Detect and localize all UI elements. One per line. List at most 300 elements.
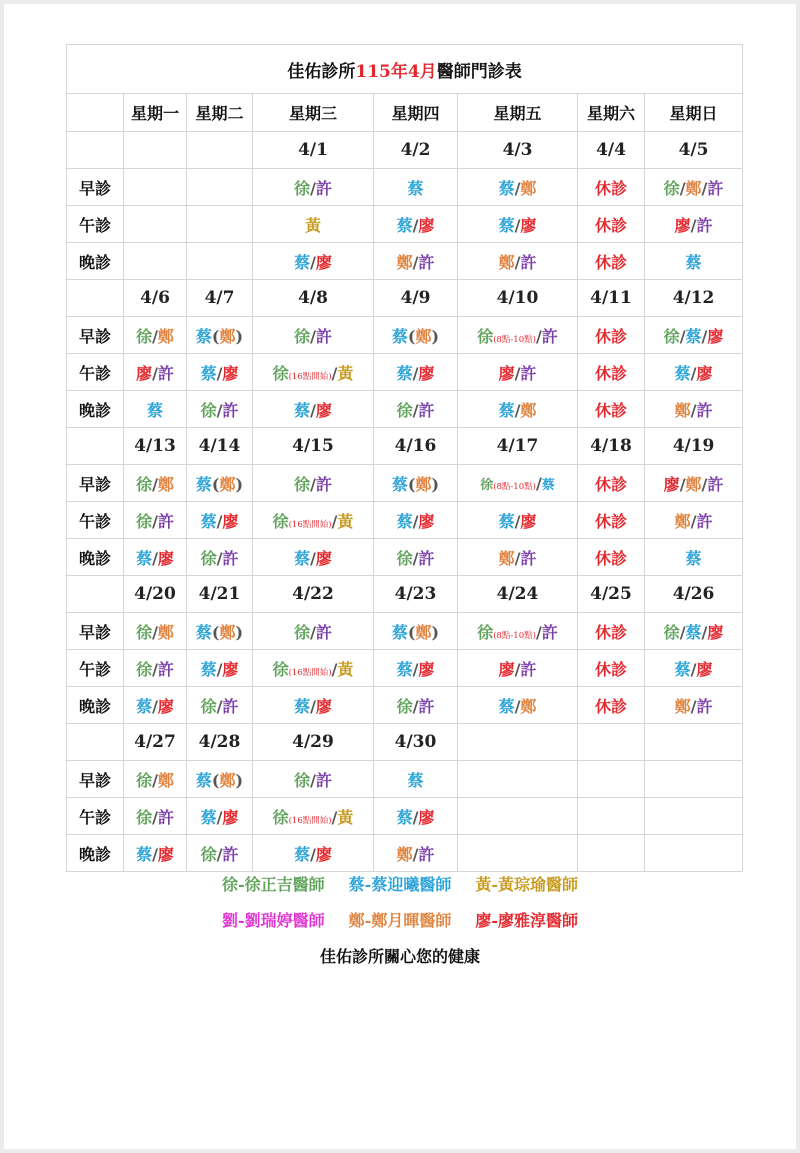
doctor-code: 蔡: [195, 474, 212, 494]
doctor-code: 鄭: [415, 622, 432, 642]
separator: /: [412, 807, 419, 827]
doctor-code: 徐: [663, 326, 680, 346]
separator: /: [690, 511, 697, 531]
date-cell: 4/3: [458, 132, 578, 169]
schedule-cell: [578, 317, 645, 354]
doctor-code: 蔡: [674, 363, 691, 383]
doctor-code: 鄭: [685, 178, 702, 198]
closed-label: 休診: [594, 326, 627, 346]
doctor-code: 蔡: [396, 807, 413, 827]
schedule-cell: [645, 206, 743, 243]
date-cell: 4/15: [253, 428, 374, 465]
legend-item: 黃-黃琮瑜醫師: [475, 875, 578, 894]
doctor-code: 黃: [337, 511, 354, 531]
doctor-code: 廖: [315, 696, 332, 716]
schedule-cell: [374, 354, 458, 391]
separator: /: [216, 400, 223, 420]
date-cell: 4/7: [187, 280, 253, 317]
schedule-cell: [578, 798, 645, 835]
separator: /: [152, 844, 158, 864]
slot-label: 午診: [67, 650, 124, 687]
doctor-code: 許: [157, 363, 174, 383]
doctor-code: 黃: [337, 363, 354, 383]
doctor-code: 許: [541, 622, 558, 642]
doctor-code: 蔡: [146, 400, 163, 420]
doctor-code: 鄭: [415, 474, 432, 494]
schedule-cell: [645, 798, 743, 835]
separator: /: [679, 474, 686, 494]
doctor-code: 徐: [136, 622, 153, 642]
schedule-cell: [374, 613, 458, 650]
separator: /: [514, 363, 521, 383]
doctor-code: 徐: [663, 178, 680, 198]
doctor-code: 廖: [418, 807, 435, 827]
doctor-code: 蔡: [200, 363, 217, 383]
date-cell: 4/20: [124, 576, 187, 613]
doctor-code: 徐: [200, 844, 217, 864]
schedule-cell: [187, 761, 253, 798]
doctor-code: 廖: [520, 215, 537, 235]
doctor-code: 許: [222, 548, 239, 568]
doctor-code: 蔡: [136, 844, 153, 864]
separator: /: [152, 363, 158, 383]
schedule-cell: [645, 317, 743, 354]
title-month: 115年4月: [355, 61, 437, 82]
date-cell: 4/25: [578, 576, 645, 613]
schedule-cell: [253, 687, 374, 724]
doctor-code: 廖: [418, 659, 435, 679]
schedule-cell: [458, 835, 578, 872]
schedule-cell: [374, 206, 458, 243]
date-cell: [645, 724, 743, 761]
doctor-code: 許: [157, 511, 174, 531]
doctor-code: 黃: [337, 807, 354, 827]
doctor-code: 廖: [315, 548, 332, 568]
separator: ): [431, 474, 440, 494]
slot-label: 早診: [67, 613, 124, 650]
weekday-fri: 星期五: [458, 94, 578, 132]
doctor-code: 徐: [294, 178, 311, 198]
date-cell: 4/9: [374, 280, 458, 317]
legend-item: 鄭-鄭月暉醫師: [348, 911, 452, 930]
doctor-code: 廖: [157, 548, 174, 568]
doctor-code: 許: [315, 622, 332, 642]
doctor-code: 許: [707, 474, 724, 494]
doctor-code: 蔡: [294, 696, 311, 716]
doctor-code: 鄭: [396, 844, 413, 864]
schedule-cell: [458, 502, 578, 539]
doctor-code: 蔡: [396, 511, 413, 531]
doctor-code: 許: [418, 548, 435, 568]
slot-row-afternoon: [67, 354, 743, 391]
doctor-code: 蔡: [685, 326, 702, 346]
separator: /: [331, 659, 338, 679]
schedule-cell: [253, 798, 374, 835]
separator: /: [690, 400, 697, 420]
doctor-code: 徐: [200, 400, 217, 420]
closed-label: 休診: [594, 363, 627, 383]
schedule-cell: [645, 391, 743, 428]
doctor-code: 許: [696, 400, 713, 420]
schedule-cell: [253, 761, 374, 798]
separator: /: [412, 363, 419, 383]
doctor-code: 蔡: [685, 622, 702, 642]
schedule-title: [67, 45, 743, 94]
closed-label: 休診: [594, 659, 627, 679]
doctor-code: 徐: [200, 696, 217, 716]
doctor-code: 許: [315, 326, 332, 346]
slot-row-evening: [67, 687, 743, 724]
schedule-cell: [578, 354, 645, 391]
slot-row-morning: [67, 761, 743, 798]
slot-row-morning: [67, 465, 743, 502]
schedule-cell: [187, 798, 253, 835]
doctor-code: 鄭: [674, 400, 691, 420]
doctor-code: 廖: [418, 215, 435, 235]
separator: /: [152, 696, 158, 716]
doctor-code: 許: [222, 844, 239, 864]
separator: /: [701, 474, 708, 494]
schedule-cell: [645, 169, 743, 206]
weekday-header-row: [67, 94, 743, 132]
weekday-tue: 星期二: [187, 94, 253, 132]
title-row: [67, 45, 743, 94]
doctor-code: 許: [696, 511, 713, 531]
separator: /: [514, 548, 521, 568]
schedule-cell: [578, 243, 645, 280]
separator: ): [235, 326, 244, 346]
doctor-code: 徐: [136, 659, 153, 679]
doctor-code: 許: [222, 696, 239, 716]
schedule-cell: [253, 354, 374, 391]
separator: (: [211, 770, 220, 790]
weekday-mon: 星期一: [124, 94, 187, 132]
separator: /: [690, 659, 697, 679]
date-cell: 4/10: [458, 280, 578, 317]
doctor-code: 徐: [200, 548, 217, 568]
weekday-thu: 星期四: [374, 94, 458, 132]
date-row-label: [67, 132, 124, 169]
slot-label: 早診: [67, 761, 124, 798]
schedule-cell: [578, 539, 645, 576]
schedule-cell: [187, 206, 253, 243]
doctor-code: 廖: [315, 400, 332, 420]
doctor-code: 蔡: [396, 659, 413, 679]
schedule-cell: [124, 687, 187, 724]
separator: /: [412, 511, 419, 531]
separator: /: [412, 252, 419, 272]
separator: /: [216, 659, 223, 679]
date-cell: 4/23: [374, 576, 458, 613]
doctor-code: 徐: [294, 326, 311, 346]
doctor-code: 徐: [396, 696, 413, 716]
doctor-code: 鄭: [415, 326, 432, 346]
separator: /: [514, 252, 521, 272]
separator: /: [412, 844, 419, 864]
doctor-code: 徐: [294, 622, 311, 642]
separator: /: [535, 473, 542, 493]
separator: /: [535, 622, 542, 642]
separator: /: [701, 326, 708, 346]
doctor-code: 蔡: [200, 659, 217, 679]
schedule-cell: [253, 391, 374, 428]
title-suffix: 醫師門診表: [436, 61, 522, 82]
separator: /: [701, 622, 708, 642]
separator: /: [331, 511, 338, 531]
doctor-code: 徐: [663, 622, 680, 642]
doctor-code: 蔡: [498, 511, 515, 531]
doctor-code: 徐: [136, 511, 153, 531]
separator: /: [216, 548, 223, 568]
doctor-code: 廖: [498, 659, 515, 679]
doctor-code: 許: [520, 363, 537, 383]
date-row-label: [67, 428, 124, 465]
separator: /: [514, 178, 521, 198]
separator: /: [216, 511, 223, 531]
date-cell: 4/2: [374, 132, 458, 169]
doctor-code: 鄭: [674, 511, 691, 531]
date-cell: 4/28: [187, 724, 253, 761]
separator: ): [235, 622, 244, 642]
doctor-code: 許: [520, 659, 537, 679]
weekday-sat: 星期六: [578, 94, 645, 132]
separator: /: [514, 400, 521, 420]
schedule-cell: [253, 243, 374, 280]
separator: /: [152, 659, 158, 679]
schedule-cell: [187, 539, 253, 576]
doctor-code: 黃: [337, 659, 354, 679]
closed-label: 休診: [594, 622, 627, 642]
doctor-code: 徐: [136, 474, 153, 494]
doctor-code: 蔡: [685, 548, 702, 568]
schedule-cell: [578, 835, 645, 872]
doctor-code: 蔡: [498, 215, 515, 235]
separator: /: [701, 178, 708, 198]
schedule-cell: [458, 169, 578, 206]
separator: /: [514, 696, 521, 716]
schedule-cell: [253, 206, 374, 243]
separator: /: [152, 511, 158, 531]
date-cell: 4/12: [645, 280, 743, 317]
closed-label: 休診: [594, 696, 627, 716]
doctor-code: 徐: [272, 363, 289, 383]
doctor-code: 許: [157, 807, 174, 827]
schedule-cell: [645, 502, 743, 539]
doctor-code: 鄭: [157, 770, 174, 790]
doctor-code: 蔡: [294, 548, 311, 568]
schedule-cell: [458, 613, 578, 650]
schedule-cell: [187, 317, 253, 354]
separator: /: [216, 363, 223, 383]
doctor-code: 廖: [418, 363, 435, 383]
closed-label: 休診: [594, 400, 627, 420]
doctor-code: 許: [157, 659, 174, 679]
separator: /: [412, 696, 419, 716]
doctor-code: 許: [520, 548, 537, 568]
doctor-code: 鄭: [520, 400, 537, 420]
slot-label: 早診: [67, 465, 124, 502]
date-cell: 4/19: [645, 428, 743, 465]
date-cell: 4/27: [124, 724, 187, 761]
doctor-code: 鄭: [157, 474, 174, 494]
slot-label: 早診: [67, 317, 124, 354]
schedule-cell: [124, 465, 187, 502]
doctor-code: 徐: [480, 477, 494, 493]
schedule-cell: [253, 502, 374, 539]
separator: /: [331, 807, 338, 827]
separator: /: [331, 363, 338, 383]
doctor-code: 鄭: [396, 252, 413, 272]
doctor-code: 許: [418, 696, 435, 716]
doctor-code: (16點開始): [288, 667, 332, 678]
doctor-code: 蔡: [294, 400, 311, 420]
doctor-code: 徐: [272, 807, 289, 827]
doctor-code: 蔡: [391, 326, 408, 346]
doctor-code: 廖: [315, 844, 332, 864]
schedule-cell: [253, 465, 374, 502]
separator: /: [216, 807, 223, 827]
doctor-code: 徐: [136, 807, 153, 827]
schedule-cell: [187, 169, 253, 206]
schedule-cell: [645, 539, 743, 576]
doctor-code: 蔡: [498, 400, 515, 420]
separator: (: [211, 474, 220, 494]
schedule-cell: [374, 243, 458, 280]
separator: /: [310, 622, 316, 642]
schedule-cell: [253, 650, 374, 687]
doctor-code: (16點開始): [288, 371, 332, 382]
doctor-code: 徐: [477, 622, 494, 642]
separator: /: [216, 696, 223, 716]
schedule-cell: [253, 317, 374, 354]
date-row-label: [67, 724, 124, 761]
closed-label: 休診: [594, 215, 627, 235]
doctor-code: 鄭: [219, 326, 236, 346]
doctor-code: 蔡: [498, 178, 515, 198]
schedule-cell: [645, 354, 743, 391]
schedule-cell: [458, 354, 578, 391]
schedule-cell: [578, 502, 645, 539]
date-cell: 4/11: [578, 280, 645, 317]
separator: /: [310, 400, 316, 420]
doctor-code: 鄭: [219, 474, 236, 494]
doctor-code: (8點-10點): [493, 334, 536, 345]
date-cell: 4/16: [374, 428, 458, 465]
doctor-code: 許: [315, 474, 332, 494]
separator: /: [310, 252, 316, 272]
closed-label: 休診: [594, 548, 627, 568]
doctor-code: 許: [315, 178, 332, 198]
separator: /: [412, 215, 419, 235]
doctor-code: 蔡: [195, 326, 212, 346]
doctor-code: 蔡: [396, 363, 413, 383]
weekday-sun: 星期日: [645, 94, 743, 132]
footer-message: 佳佑診所關心您的健康: [319, 947, 480, 966]
date-cell: 4/24: [458, 576, 578, 613]
separator: (: [211, 326, 220, 346]
schedule-cell: [578, 613, 645, 650]
doctor-code: 鄭: [520, 696, 537, 716]
separator: ): [235, 474, 244, 494]
schedule-cell: [124, 539, 187, 576]
doctor-code: 徐: [396, 400, 413, 420]
separator: /: [310, 770, 316, 790]
schedule-cell: [187, 243, 253, 280]
date-cell: 4/5: [645, 132, 743, 169]
separator: /: [412, 548, 419, 568]
schedule-cell: [124, 391, 187, 428]
schedule-cell: [124, 761, 187, 798]
doctor-code: 蔡: [195, 770, 212, 790]
schedule-cell: [187, 835, 253, 872]
schedule-cell: [187, 465, 253, 502]
doctor-code: 鄭: [219, 622, 236, 642]
legend-item: 蔡-蔡迎曦醫師: [348, 875, 452, 894]
separator: /: [514, 511, 521, 531]
separator: ): [431, 326, 440, 346]
legend-item: 劉-劉瑞婷醫師: [222, 911, 325, 930]
schedule-cell: [124, 502, 187, 539]
schedule-cell: [374, 539, 458, 576]
schedule-cell: [124, 317, 187, 354]
doctor-code: 鄭: [685, 474, 702, 494]
schedule-cell: [374, 465, 458, 502]
slot-row-afternoon: [67, 206, 743, 243]
weekday-wed: 星期三: [253, 94, 374, 132]
schedule-cell: [458, 391, 578, 428]
doctor-code: 徐: [396, 548, 413, 568]
legend-item: 廖-廖雅淳醫師: [475, 911, 578, 930]
separator: /: [310, 474, 316, 494]
doctor-code: 廖: [222, 807, 239, 827]
doctor-code: 鄭: [157, 622, 174, 642]
doctor-code: 廖: [696, 659, 713, 679]
doctor-code: 許: [418, 844, 435, 864]
doctor-code: 徐: [136, 326, 153, 346]
slot-row-evening: [67, 391, 743, 428]
schedule-cell: [458, 243, 578, 280]
separator: /: [152, 770, 158, 790]
schedule-cell: [578, 761, 645, 798]
date-cell: [458, 724, 578, 761]
schedule-cell: [124, 835, 187, 872]
slot-label: 午診: [67, 206, 124, 243]
schedule-cell: [645, 761, 743, 798]
doctor-code: 許: [315, 770, 332, 790]
schedule-cell: [253, 835, 374, 872]
doctor-code: 蔡: [136, 548, 153, 568]
separator: /: [679, 622, 686, 642]
separator: /: [152, 326, 158, 346]
schedule-cell: [458, 687, 578, 724]
schedule-cell: [578, 169, 645, 206]
separator: /: [216, 844, 223, 864]
doctor-code: 許: [696, 696, 713, 716]
doctor-code: 廖: [498, 363, 515, 383]
doctor-code: 許: [222, 400, 239, 420]
closed-label: 休診: [594, 511, 627, 531]
slot-label: 早診: [67, 169, 124, 206]
schedule-cell: [578, 687, 645, 724]
schedule-cell: [458, 317, 578, 354]
separator: (: [407, 474, 416, 494]
date-cell: 4/26: [645, 576, 743, 613]
date-row: [67, 280, 743, 317]
doctor-code: 蔡: [200, 807, 217, 827]
closed-label: 休診: [594, 474, 627, 494]
separator: /: [535, 326, 542, 346]
separator: /: [310, 844, 316, 864]
